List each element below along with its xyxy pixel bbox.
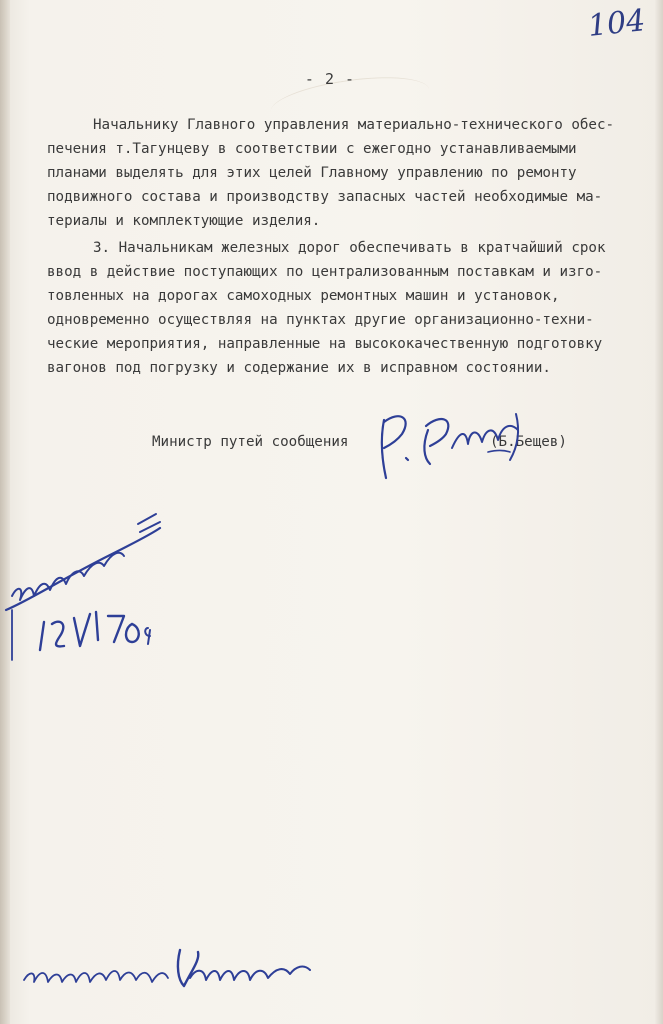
- margin-approval-note: [0, 500, 180, 670]
- text-line: товленных на дорогах самоходных ремонтных машин и установок,: [47, 288, 560, 304]
- signatory-title: Министр путей сообщения: [152, 434, 349, 450]
- text-line: териалы и комплектующие изделия.: [47, 213, 321, 229]
- text-line: вагонов под погрузку и содержание их в исправном состоянии.: [47, 360, 551, 376]
- text-line: печения т.Тагунцеву в соответствии с ежегодно устанавливаемыми: [47, 141, 577, 157]
- handwritten-folio-number: 104: [586, 3, 647, 44]
- text-line: ввод в действие поступающих по централизованным поставкам и изго-: [47, 264, 603, 280]
- text-line: Начальнику Главного управления материально-технического обес-: [93, 117, 615, 133]
- text-line: 3. Начальникам железных дорог обеспечивать в кратчайший срок: [93, 240, 606, 256]
- text-line: подвижного состава и производству запасных частей необходимые ма-: [47, 189, 603, 205]
- bottom-handwritten-note: [20, 940, 320, 1000]
- text-line: ческие мероприятия, направленные на высококачественную подготовку: [47, 336, 603, 352]
- text-line: планами выделять для этих целей Главному управлению по ремонту: [47, 165, 577, 181]
- text-line: одновременно осуществляя на пунктах другие организационно-техни-: [47, 312, 594, 328]
- signatory-name: (Б.Бещев): [490, 434, 567, 450]
- page-number: - 2 -: [304, 70, 356, 88]
- page-right-edge: [655, 0, 663, 1024]
- minister-signature: [370, 400, 540, 490]
